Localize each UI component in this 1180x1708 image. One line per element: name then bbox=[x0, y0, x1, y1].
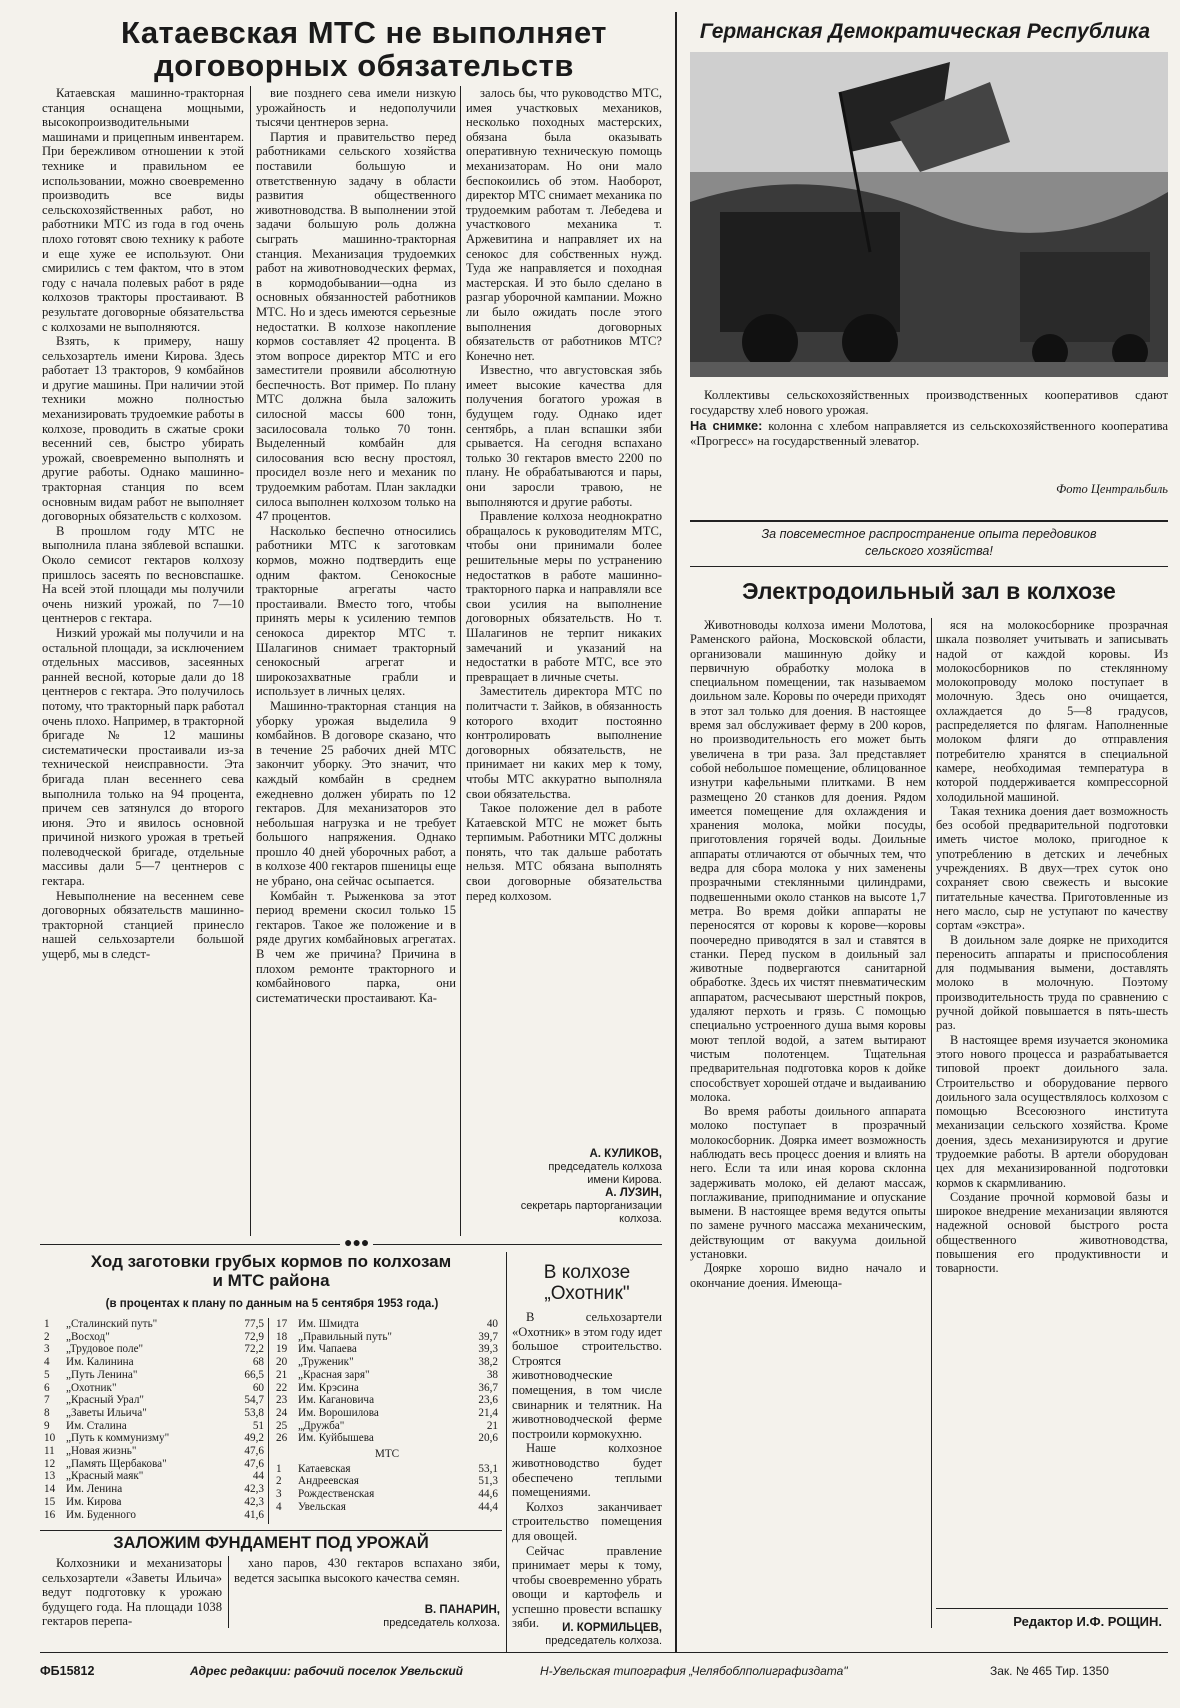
fodder-table-row bbox=[276, 1488, 498, 1501]
foundation-signature bbox=[234, 1604, 500, 1630]
signature-luzin-role2: колхоза. bbox=[619, 1213, 662, 1225]
ohotnik-p1: В сельхозартели «Охотник» в этом году идет большое строительство. Строятся животноводческие помещения, в том числе свинарник и телятник. На животноводческой ферме построили кормокухню. bbox=[512, 1310, 662, 1441]
row-name: „Правильный путь" bbox=[298, 1330, 392, 1343]
row-value: 53,8 bbox=[244, 1406, 264, 1419]
row-name: „Сталинский путь" bbox=[66, 1318, 158, 1330]
row-name: Им. Калинина bbox=[66, 1356, 134, 1369]
row-value: 72,9 bbox=[244, 1330, 264, 1343]
row-value: 41,6 bbox=[244, 1508, 264, 1521]
row-number: 13 bbox=[44, 1470, 56, 1483]
footer-order: Зак. № 465 Тир. 1350 bbox=[990, 1664, 1109, 1678]
editor-rule bbox=[936, 1608, 1168, 1609]
row-number: 2 bbox=[44, 1330, 50, 1343]
row-name: Рождественская bbox=[298, 1488, 375, 1501]
row-number: 7 bbox=[44, 1394, 50, 1407]
main-col3-p2: Известно, что августовская зябь имеет высокие качества для получения богатого урожая в будущем году. Однако идет сентябрь, а план вспашки зяби срывается. На сегодня вспахано только 30 гектаров вместо 2200 по плану. Не обрабатываются и пары, они заросли травою, не выполняются и другие работы. bbox=[466, 363, 662, 509]
photo-credit: Фото Центральбиль bbox=[1056, 482, 1168, 496]
row-number: 2 bbox=[276, 1475, 282, 1488]
row-number: 1 bbox=[44, 1318, 50, 1330]
fodder-table-row bbox=[276, 1331, 498, 1344]
main-col1-p2: Взять, к примеру, нашу сельхозартель имени Кирова. Здесь работает 13 тракторов, 9 комбайнов и другие машины. При наличии этой техники можно полностью механизировать трудоемкие работы в колхозе, проводить в сжатые сроки весенний сев, быстро убирать урожай, своевременно выполнять и другие работы. Однако машинно-тракторная станция по всем основным видам работ не выполняет договорных обязательств с колхозом. bbox=[42, 334, 244, 524]
gdr-caption bbox=[690, 388, 1168, 478]
row-value: 77,5 bbox=[244, 1318, 264, 1330]
row-value: 51 bbox=[252, 1419, 264, 1432]
row-value: 38,2 bbox=[478, 1356, 498, 1369]
fodder-table-right bbox=[276, 1318, 498, 1514]
fodder-table-row bbox=[44, 1496, 264, 1509]
col-divider bbox=[931, 618, 932, 1628]
gdr-caption-lead: На снимке: bbox=[690, 418, 763, 433]
foundation-title: ЗАЛОЖИМ ФУНДАМЕНТ ПОД УРОЖАЙ bbox=[113, 1534, 429, 1552]
fodder-table-left bbox=[44, 1318, 264, 1521]
row-number: 3 bbox=[44, 1343, 50, 1356]
main-col1-p3: В прошлом году МТС не выполнила плана зяблевой вспашки. Около семисот гектаров колхозу пришлось засеять по весновспашке. На всей этой площади мы получили очень низкий урожай, по 7—10 центнеров с гектара. bbox=[42, 523, 244, 626]
footer-printer: Н-Увельская типография „Челябоблполиграфиздата" bbox=[540, 1664, 848, 1678]
row-value: 21,4 bbox=[478, 1406, 498, 1419]
main-title-line1: Катаевская МТС не выполняет bbox=[121, 15, 607, 50]
col-divider bbox=[506, 1252, 507, 1652]
row-name: „Дружба" bbox=[298, 1419, 345, 1432]
signature-luzin: А. ЛУЗИН, bbox=[605, 1187, 662, 1199]
row-name: „Трудовое поле" bbox=[66, 1343, 144, 1356]
row-number: 18 bbox=[276, 1330, 288, 1343]
row-name: „Путь Ленина" bbox=[66, 1368, 138, 1381]
row-number: 4 bbox=[276, 1500, 282, 1513]
fodder-table-row bbox=[276, 1501, 498, 1514]
signature-luzin-role: секретарь парторганизации bbox=[520, 1200, 662, 1212]
row-number: 19 bbox=[276, 1343, 288, 1356]
signature-kulikov-role: председатель колхоза bbox=[548, 1161, 662, 1173]
fodder-table-row bbox=[44, 1470, 264, 1483]
row-number: 8 bbox=[44, 1406, 50, 1419]
row-name: „Красный Урал" bbox=[66, 1394, 144, 1407]
row-name: Им. Сталина bbox=[66, 1419, 127, 1432]
milk-col1 bbox=[690, 618, 926, 1652]
row-value: 42,3 bbox=[244, 1483, 264, 1496]
row-number: 16 bbox=[44, 1508, 56, 1521]
row-value: 39,7 bbox=[478, 1330, 498, 1343]
main-col2-p5: Комбайн т. Рыженкова за этот период времени скосил только 15 гектаров. Такое же положение и в ряде других комбайновых агрегатах. В чем же причина? Причина в плохом ремонте тракторного и комбайнового парка, они систематически простаивают. Ка- bbox=[256, 888, 456, 1005]
main-article-signatures bbox=[466, 1148, 662, 1226]
row-value: 47,6 bbox=[244, 1445, 264, 1458]
row-number: 24 bbox=[276, 1406, 288, 1419]
foundation-text1: Колхозники и механизаторы сельхозартели «Заветы Ильича» ведут подготовку к урожаю будущего года. На площади 1038 гектаров перепа- bbox=[42, 1556, 222, 1629]
slogan-banner bbox=[690, 520, 1168, 567]
row-value: 49,2 bbox=[244, 1432, 264, 1445]
main-col3-p3: Правление колхоза неоднократно обращалось к руководителям МТС, чтобы они принимали более решительные меры по устранению недостатков в работе машинно-тракторного парка и направляли все свои усилия на выполнение договорных обязательств. Но т. Шалагинов не терпит никаких замечаний и указаний на недостатки в работе МТС, все это превращает в личные счеты. bbox=[466, 509, 662, 684]
row-name: „Труженик" bbox=[298, 1356, 354, 1369]
fodder-table-row bbox=[44, 1483, 264, 1496]
ohotnik-title-line1: В колхозе bbox=[543, 1262, 631, 1283]
row-value: 72,2 bbox=[244, 1343, 264, 1356]
fodder-title-line2: и МТС района bbox=[212, 1271, 330, 1290]
row-value: 54,7 bbox=[244, 1394, 264, 1407]
row-number: 17 bbox=[276, 1318, 288, 1330]
truck-column-image bbox=[690, 52, 1168, 377]
fodder-table-row bbox=[276, 1369, 498, 1382]
gdr-title: Германская Демократическая Республика bbox=[699, 20, 1151, 43]
fodder-table-row bbox=[276, 1318, 498, 1331]
main-article-col2 bbox=[256, 86, 456, 1244]
main-col2-p3: Насколько беспечно относились работники МТС к заготовкам кормов, можно подтвердить еще одним фактом. Сенокосные тракторные агрегаты часто простаивали. Вместо того, чтобы принять меры к усилению темпов сенокоса директор МТС т. Шалагинов снимает тракторный сенокосный агрегат и широкозахватные грабли и использует в личных целях. bbox=[256, 523, 456, 699]
footer-address: Адрес редакции: рабочий поселок Увельский bbox=[190, 1664, 463, 1678]
fodder-table-row bbox=[276, 1432, 498, 1445]
row-value: 44,6 bbox=[478, 1488, 498, 1501]
fodder-table-row bbox=[276, 1463, 498, 1476]
row-name: Им. Ленина bbox=[66, 1483, 123, 1496]
gdr-caption-detail: колонна с хлебом направляется из сельскохозяйственного кооператива «Прогресс» на государственный элеватор. bbox=[690, 419, 1168, 448]
milk-col2 bbox=[936, 618, 1168, 1598]
fodder-table-row bbox=[44, 1369, 264, 1382]
milk-col1-p1: Животноводы колхоза имени Молотова, Раменского района, Московской области, организовали машинную дойку и первичную обработку молока в специальном помещении, так называемом доильном зале. Коровы по очереди приходят в этот зал только для доения. В настоящее время зал обслуживает ферму в 200 коров, но производительность его может быть увеличена в три раза. Зал представляет собой небольшое помещение, облицованное изнутри кафельными плитками. В нем размещено 20 станков для доения. Рядом имеется помещение для охлаждения и хранения молока, мойки посуды, приготовления горячей воды. Доильные аппараты отличаются от обычных тем, что ведра для сбора молока у них заменены прозрачными стеклянными цилиндрами, подвешенными около станков на высоте 1,7 метра. Во время дойки аппараты не переносятся от коровы к корове—коровы поочередно приводятся в зал и ставятся в станки. Перед пуском в доильный зал животные подвергаются санитарной обработке. Здесь их чистят пневматическим аппаратом, расчесывают шерстный покров, удаляют перхоть и грязь. С помощью специально устроенного душа вымя коровы моют теплой водой, а затем вытирают чистым полотенцем. Тщательная предварительная подготовка коров к дойке способствует хорошей отдаче и выдаиванию молока. bbox=[690, 618, 926, 1104]
col-divider bbox=[228, 1556, 229, 1628]
fodder-table-row bbox=[276, 1382, 498, 1395]
ohotnik-signature bbox=[512, 1622, 662, 1648]
milk-col1-p3: Доярке хорошо видно начало и окончание доения. Имеюща- bbox=[690, 1261, 926, 1290]
row-name: Им. Буденного bbox=[66, 1508, 136, 1521]
signature-panarin-role: председатель колхоза. bbox=[383, 1617, 500, 1629]
milk-col2-p3: В доильном зале доярке не приходится переносить аппараты и приспособления для подмывания вымени, доставлять молоко в молочную. Поэтому производительность труда по сравнению с ручной дойкой повышается в пять-шесть раз. bbox=[936, 932, 1168, 1033]
row-name: Им. Шмидта bbox=[298, 1318, 359, 1330]
editor-credit: Редактор И.Ф. РОЩИН. bbox=[1013, 1614, 1162, 1629]
row-value: 42,3 bbox=[244, 1495, 264, 1508]
main-article-col1 bbox=[42, 86, 244, 1244]
row-name: „Путь к коммунизму" bbox=[66, 1432, 170, 1445]
fodder-table-row bbox=[44, 1343, 264, 1356]
row-name: Им. Кагановича bbox=[298, 1394, 375, 1407]
row-name: „Память Щербакова" bbox=[66, 1457, 167, 1470]
row-value: 40 bbox=[486, 1318, 498, 1330]
row-name: „Красный маяк" bbox=[66, 1470, 144, 1483]
fodder-table-row bbox=[276, 1475, 498, 1488]
row-number: 11 bbox=[44, 1445, 55, 1458]
row-value: 60 bbox=[252, 1381, 264, 1394]
fodder-subtitle: (в процентах к плану по данным на 5 сентября 1953 года.) bbox=[105, 1298, 439, 1310]
milk-article-title: Электродоильный зал в колхозе bbox=[742, 578, 1116, 604]
row-value: 44,4 bbox=[478, 1500, 498, 1513]
main-col1-p1: Катаевская машинно-тракторная станция оснащена мощными, высокопроизводительными машинами и прицепным инвентарем. При бережливом отношении к этой технике и правильном ее использовании, можно своевременно производить все виды сельскохозяйственных работ, но работники МТС из года в год очень плохо готовят свою технику к работе и еще хуже ее используют. Они смирились с тем фактом, что в этом году с начала полевых работ в ряде колхозов тракторы простаивают. В результате договорные обязательства с колхозами не выполняются. bbox=[42, 86, 244, 334]
row-name: „Красная заря" bbox=[298, 1368, 370, 1381]
fodder-table-row bbox=[44, 1445, 264, 1458]
row-name: Увельская bbox=[298, 1500, 346, 1513]
row-name: Им. Кирова bbox=[66, 1495, 122, 1508]
row-name: Им. Чапаева bbox=[298, 1343, 357, 1356]
row-value: 44 bbox=[252, 1470, 264, 1483]
ohotnik-title-line2: „Охотник" bbox=[544, 1283, 630, 1304]
row-name: Им. Крэсина bbox=[298, 1381, 359, 1394]
row-number: 15 bbox=[44, 1495, 56, 1508]
row-value: 23,6 bbox=[478, 1394, 498, 1407]
row-value: 38 bbox=[486, 1368, 498, 1381]
fodder-table-row bbox=[44, 1331, 264, 1344]
fodder-table-row bbox=[44, 1407, 264, 1420]
row-value: 47,6 bbox=[244, 1457, 264, 1470]
row-number: 21 bbox=[276, 1368, 288, 1381]
main-article-col3 bbox=[466, 86, 662, 1146]
main-col1-p5: Невыполнение на весеннем севе договорных обязательств машинно-тракторной станцией принесло нашей сельхозартели большой ущерб, мы в следст- bbox=[42, 888, 244, 962]
row-value: 36,7 bbox=[478, 1381, 498, 1394]
signature-kormiltsev: И. КОРМИЛЬЦЕВ, bbox=[562, 1622, 662, 1634]
milk-col2-p5: Создание прочной кормовой базы и широкое внедрение механизации являются надежной основой быстрого роста общественного животноводства, повышения его продуктивности и товарности. bbox=[936, 1189, 1168, 1276]
main-col2-p4: Машинно-тракторная станция на уборку урожая выделила 9 комбайнов. В договоре сказано, что в течение 25 рабочих дней МТС закончит уборку. Это значит, что каждый комбайн в среднем ежедневно должен убирать по 12 гектаров. Для механизаторов это небольшая нагрузка и не требует большого напряжения. Однако прошло 40 дней уборочных работ, а в колхозе 400 гектаров пшеницы еще не убрано, она сейчас осыпается. bbox=[256, 698, 456, 889]
fodder-title-line1: Ход заготовки грубых кормов по колхозам bbox=[90, 1252, 452, 1271]
row-value: 53,1 bbox=[478, 1462, 498, 1475]
fodder-table-row bbox=[44, 1420, 264, 1433]
row-name: Им. Куйбышева bbox=[298, 1432, 374, 1445]
main-col1-p4: Низкий урожай мы получили и на остальной площади, за исключением отдельных массивов, засеянных ранней весной, которые дали до 18 центнеров с гектара. Это получилось потому, что тракторный парк работал очень плохо. Например, в тракторной бригаде № 12 машины систематически простаивали из-за технической неисправности. Эта бригада план весеннего сева выполнила только на 94 процента, причем сев затянулся до второго июня. Это и явилось основной причиной низкого урожая в третьей полеводческой бригаде, отдельные массивы дали 5—7 центнеров с гектара. bbox=[42, 625, 244, 889]
foundation-col2 bbox=[234, 1556, 500, 1602]
page-column-divider bbox=[675, 12, 677, 1652]
fodder-table-row bbox=[276, 1407, 498, 1420]
signature-kulikov: А. КУЛИКОВ, bbox=[589, 1148, 662, 1160]
row-number: 12 bbox=[44, 1457, 56, 1470]
main-col2-p2: Партия и правительство перед работниками сельского хозяйства поставили большую и ответственную задачу в области развития общественного животноводства. В выполнении этой задачи большую роль должна сыграть машинно-тракторная станция. Механизация трудоемких работ на животноводческих фермах, в кормодобывании—одна из основных обязанностей работников МТС. Но и здесь имеются серьезные недостатки. В колхозе накопление кормов составляет 42 процента. В этом вопросе директор МТС и его заместители проявили абсолютную беспечность. Вот пример. По плану МТС должна была заложить силосной массы 600 тонн, засилосовала только 70 тонн. Выделенный комбайн для силосования всю весну простоял, просидел возле него и механик по трудоемким работам. План закладки силоса выполнен колхозом только на 47 процентов. bbox=[256, 129, 456, 524]
foundation-text2: хано паров, 430 гектаров вспахано зяби, ведется засыпка высокого качества семян. bbox=[234, 1556, 500, 1585]
row-number: 10 bbox=[44, 1432, 56, 1445]
main-col3-p1: залось бы, что руководство МТС, имея участковых механиков, несколько походных мастерских, обязана была оказывать оперативную техническую помощь механизаторам. Но они мало беспокоились об этом. Наоборот, директор МТС снимает механика по трудоемким работам т. Лебедева и участкового механика т. Аржевитина и направляет их на сенокос для собственных нужд. Туда же направляется и походная мастерская. И это было сделано в разгар уборочной кампании. Можно ли было ожидать после этого выполнения договорных обязательств от работников МТС? Конечно нет. bbox=[466, 86, 662, 363]
row-value: 68 bbox=[252, 1356, 264, 1369]
fodder-table-row bbox=[276, 1356, 498, 1369]
table-divider bbox=[268, 1318, 269, 1524]
main-title-line2: договорных обязательств bbox=[154, 48, 574, 83]
row-value: 20,6 bbox=[478, 1432, 498, 1445]
section-separator bbox=[40, 1530, 502, 1531]
fodder-table-row bbox=[276, 1420, 498, 1433]
slogan-line2: сельского хозяйства! bbox=[865, 544, 993, 558]
col-divider bbox=[460, 86, 461, 1236]
row-number: 6 bbox=[44, 1381, 50, 1394]
row-number: 26 bbox=[276, 1432, 288, 1445]
row-value: 66,5 bbox=[244, 1368, 264, 1381]
main-col2-p1: вие позднего сева имели низкую урожайность и недополучили тысячи центнеров зерна. bbox=[256, 86, 456, 130]
slogan-line1: За повсеместное распространение опыта передовиков bbox=[761, 527, 1097, 541]
row-name: Андреевская bbox=[298, 1475, 359, 1488]
main-article-title bbox=[40, 16, 688, 82]
row-name: Катаевская bbox=[298, 1462, 351, 1475]
gdr-caption-text: Коллективы сельскохозяйственных производственных кооперативов сдают государству хлеб нового урожая. bbox=[690, 388, 1168, 417]
fodder-table-row bbox=[44, 1432, 264, 1445]
row-number: 1 bbox=[276, 1462, 282, 1475]
row-value: 51,3 bbox=[478, 1475, 498, 1488]
foundation-col1 bbox=[42, 1556, 222, 1632]
fodder-table-row bbox=[44, 1318, 264, 1331]
row-name: „Новая жизнь" bbox=[66, 1445, 137, 1458]
main-col3-p5: Такое положение дел в работе Катаевской МТС не может быть терпимым. Работники МТС должны понять, что так дальше работать нельзя. МТС обязана выполнять свои договорные обязательства перед колхозом. bbox=[466, 801, 662, 903]
row-name: „Заветы Ильича" bbox=[66, 1406, 147, 1419]
row-number: 9 bbox=[44, 1419, 50, 1432]
row-number: 4 bbox=[44, 1356, 50, 1369]
ohotnik-p4: Сейчас правление принимает меры к тому, чтобы своевременно убрать овощи и картофель и успешно провести вспашку зяби. bbox=[512, 1543, 662, 1631]
fodder-table-row bbox=[44, 1356, 264, 1369]
row-value: 39,3 bbox=[478, 1343, 498, 1356]
row-number: 23 bbox=[276, 1394, 288, 1407]
row-number: 25 bbox=[276, 1419, 288, 1432]
row-name: „Охотник" bbox=[66, 1381, 117, 1394]
row-number: 5 bbox=[44, 1368, 50, 1381]
footer-code: ФБ15812 bbox=[40, 1664, 95, 1678]
fodder-table-row bbox=[44, 1509, 264, 1522]
separator-ornament: ●●● bbox=[340, 1236, 373, 1252]
row-number: 3 bbox=[276, 1488, 282, 1501]
fodder-table-row bbox=[44, 1382, 264, 1395]
fodder-table-row bbox=[44, 1458, 264, 1471]
fodder-title bbox=[40, 1252, 502, 1290]
milk-col2-p4: В настоящее время изучается экономика этого нового процесса и разрабатывается типовой проект доильного зала. Строительство и оборудование первого доильного зала осуществлялось колхозом с помощью Всесоюзного института механизации сельского хозяйства. Кроме доения, здесь механизируются и другие трудоемкие работы. В артели оборудован цех для механизированной подготовки кормов к скармливанию. bbox=[936, 1032, 1168, 1190]
milk-col2-p2: Такая техника доения дает возможность без особой предварительной подготовки иметь чистое молоко, пригодное к употреблению в детских и лечебных учреждениях. В двух—трех суток оно сохраняет свою свежесть и высокие питательные качества. Приготовленные из него масло, сыр не уступают по качеству сортам «экстра». bbox=[936, 803, 1168, 933]
footer-rule bbox=[40, 1652, 1168, 1653]
ohotnik-p3: Колхоз заканчивает строительство помещения для овощей. bbox=[512, 1499, 662, 1543]
row-number: 14 bbox=[44, 1483, 56, 1496]
fodder-table-row bbox=[276, 1394, 498, 1407]
main-col3-p4: Заместитель директора МТС по политчасти т. Зайков, в обязанность которого входит постоянно контролировать выполнение договорных обязательств, не принимает ни каких мер к тому, чтобы МТС аккуратно выполняла свои обязательства. bbox=[466, 684, 662, 801]
ohotnik-title bbox=[512, 1262, 662, 1304]
row-number: 22 bbox=[276, 1381, 288, 1394]
col-divider bbox=[250, 86, 251, 1236]
fodder-table-row bbox=[276, 1343, 498, 1356]
milk-col1-p2: Во время работы доильного аппарата молоко поступает в прозрачный молокосборник. Доярка имеет возможность наблюдать весь процесс доения и влиять на него. Если та или иная корова склонна задерживать молоко, ей делают массаж, поглаживание, приподнимание и опускание вымени. В настоящее время ведутся опыты по замене ручного массажа механическим, действующим от вакуума доильной установки. bbox=[690, 1104, 926, 1262]
signature-panarin: В. ПАНАРИН, bbox=[424, 1604, 500, 1616]
fodder-table-row bbox=[44, 1394, 264, 1407]
row-number: 20 bbox=[276, 1356, 288, 1369]
ohotnik-p2: Наше колхозное животноводство будет обеспечено теплыми помещениями. bbox=[512, 1441, 662, 1500]
signature-kormiltsev-role: председатель колхоза. bbox=[545, 1635, 662, 1647]
row-name: Им. Ворошилова bbox=[298, 1406, 379, 1419]
gdr-photo bbox=[690, 52, 1168, 377]
signature-kulikov-role2: имени Кирова. bbox=[587, 1174, 662, 1186]
mts-subheading: МТС bbox=[374, 1448, 400, 1461]
row-value: 21 bbox=[486, 1419, 498, 1432]
milk-col2-p1: яся на молокосборнике прозрачная шкала позволяет учитывать и записывать надой от каждой коровы. Из молокосборников по стеклянному молокопроводу молоко поступает в молочную. Здесь оно очищается, охлаждается до 5—8 градусов, распределяется по флягам. Наполненные молоком фляги до отправления потребителю хранятся в специальной камере, необходимая температура в которой поддерживается компрессорной холодильной машиной. bbox=[936, 618, 1168, 804]
row-name: „Восход" bbox=[66, 1330, 110, 1343]
